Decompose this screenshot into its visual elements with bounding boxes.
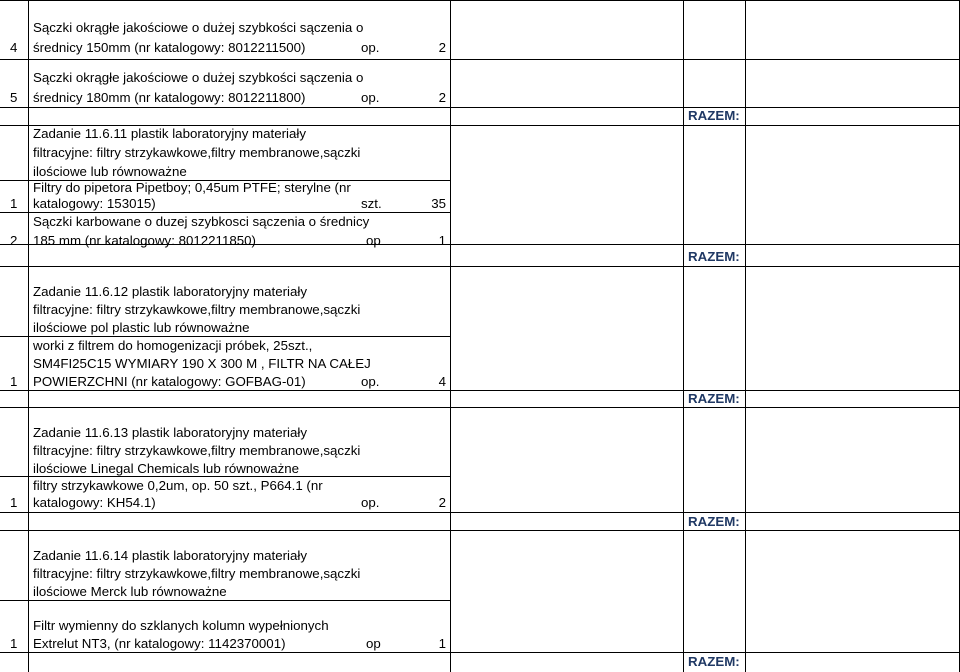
item-description-line: katalogowy: KH54.1) [33,495,156,510]
item-description-line: SM4FI25C15 WYMIARY 190 X 300 M , FILTR NA CAŁEJ [33,356,371,371]
item-quantity: 1 [438,636,446,651]
row-number: 1 [10,495,18,510]
item-quantity: 2 [438,90,446,105]
item-quantity: 4 [438,374,446,389]
item-unit: szt. [361,196,382,211]
task-header-line: ilościowe Merck lub równoważne [33,584,227,599]
razem-label: RAZEM: [688,514,740,529]
item-description-line: POWIERZCHNI (nr katalogowy: GOFBAG-01) [33,374,306,389]
item-description-line: Filtr wymienny do szklanych kolumn wypełnionych [33,618,329,633]
item-description-line: średnicy 180mm (nr katalogowy: 8012211800) [33,90,306,105]
task-header-line: filtracyjne: filtry strzykawkowe,filtry membranowe,sączki [33,145,361,160]
grid-line [0,107,960,108]
grid-line [450,0,451,672]
item-description-line: Sączki okrągłe jakościowe o dużej szybkości sączenia o [33,20,364,35]
row-number: 5 [10,90,18,105]
item-unit: op. [361,90,380,105]
task-header-line: filtracyjne: filtry strzykawkowe,filtry membranowe,sączki [33,443,361,458]
item-description-line: katalogowy: 153015) [33,196,156,211]
item-quantity: 35 [431,196,446,211]
row-number: 1 [10,636,18,651]
grid-line [0,212,450,213]
grid-line [0,266,960,267]
row-number: 1 [10,196,18,211]
row-number: 4 [10,40,18,55]
task-header-line: Zadanie 11.6.14 plastik laboratoryjny materiały [33,548,307,563]
row-number: 1 [10,374,18,389]
grid-line [0,0,960,1]
item-description-line: Sączki karbowane o duzej szybkosci sączenia o średnicy [33,214,370,229]
item-unit: op [366,233,381,248]
task-header-line: filtracyjne: filtry strzykawkowe,filtry membranowe,sączki [33,302,361,317]
grid-line [0,390,960,391]
grid-line [745,0,746,672]
item-description-line: worki z filtrem do homogenizacji próbek, 25szt., [33,338,313,353]
item-unit: op [366,636,381,651]
razem-label: RAZEM: [688,391,740,406]
item-description-line: średnicy 150mm (nr katalogowy: 8012211500) [33,40,306,55]
item-unit: op. [361,374,380,389]
razem-label: RAZEM: [688,654,740,669]
task-header-line: ilościowe Linegal Chemicals lub równoważne [33,461,300,476]
item-unit: op. [361,495,380,510]
item-quantity: 1 [438,233,446,248]
grid-line [0,600,450,601]
razem-label: RAZEM: [688,249,740,264]
task-header-line: Zadanie 11.6.12 plastik laboratoryjny materiały [33,284,307,299]
task-header-line: filtracyjne: filtry strzykawkowe,filtry membranowe,sączki [33,566,361,581]
item-unit: op. [361,40,380,55]
item-description-line: filtry strzykawkowe 0,2um, op. 50 szt., P664.1 (nr [33,478,323,493]
item-description-line: Extrelut NT3, (nr katalogowy: 1142370001) [33,636,286,651]
item-description-line: Filtry do pipetora Pipetboy; 0,45um PTFE; sterylne (nr [33,180,351,195]
item-description-line: 185 mm (nr katalogowy: 8012211850) [33,233,256,248]
task-header-line: Zadanie 11.6.11 plastik laboratoryjny materiały [33,126,306,141]
item-quantity: 2 [438,495,446,510]
grid-line [0,512,960,513]
grid-line [0,407,960,408]
row-number: 2 [10,233,18,248]
item-description-line: Sączki okrągłe jakościowe o dużej szybkości sączenia o [33,70,364,85]
item-quantity: 2 [438,40,446,55]
grid-line [0,652,960,653]
task-header-line: Zadanie 11.6.13 plastik laboratoryjny materiały [33,425,307,440]
razem-label: RAZEM: [688,108,740,123]
grid-line [28,0,29,672]
grid-line [0,59,960,60]
grid-line [683,0,684,672]
grid-line [0,530,960,531]
task-header-line: ilościowe lub równoważne [33,164,187,179]
grid-line [0,336,450,337]
task-header-line: ilościowe pol plastic lub równoważne [33,320,250,335]
